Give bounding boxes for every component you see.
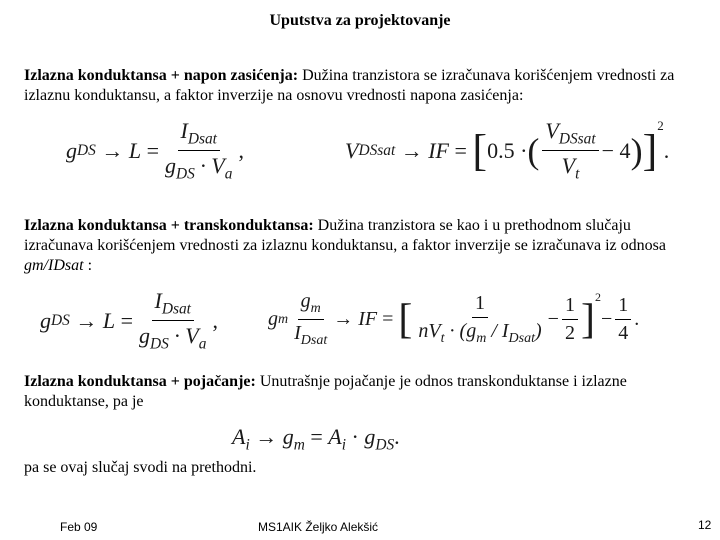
equation-ai-gm: $A_i \to g_m = A_i \cdot g_{DS}$.	[232, 424, 400, 454]
section3-text: Unutrašnje pojačanje je odnos transkonduktanse i izlazne konduktanse, pa je	[24, 373, 627, 410]
section2-paragraph	[24, 216, 696, 276]
conclusion-text: pa se ovaj slučaj svodi na prethodni.	[24, 459, 257, 476]
equation-gds-length-2: g DS → L = $\frac{I_{Dsat}}{g_{DS} \cdot V_a}$ ,	[40, 288, 218, 353]
section3-paragraph	[24, 372, 696, 412]
section2-heading: Izlazna konduktansa + transkonduktansa:	[24, 217, 314, 234]
equation-gm-if: g m $\frac{g_m}{I_{Dsat}}$ → IF = [ $\frac{1}{nV_t \cdot (g_m / I_{Dsat})}$ − $\frac{1}{2}$ ] 2 − $\frac{1}{4}$ .	[268, 290, 640, 348]
section2-text: Dužina tranzistora se kao i u prethodnom slučaju izračunava korišćenjem vrednosti za izlaznu konduktansu, a faktor inverzije se izračunava iz odnosa	[24, 217, 666, 254]
section2-ratio: gm/IDsat	[24, 257, 84, 274]
section1-paragraph	[24, 66, 696, 106]
page-title: Uputstva za projektovanje	[269, 12, 451, 29]
page-number: 12	[698, 518, 712, 532]
section1-heading: Izlazna konduktansa + napon zasićenja:	[24, 67, 299, 84]
section3-heading: Izlazna konduktansa + pojačanje:	[24, 373, 256, 390]
footer-date: Feb 09	[60, 520, 98, 534]
equation-vdssat-if: V DSsat → IF = [ 0.5 · ( $\frac{V_{DSsat}}{V_t}$ − 4 ) ] 2 .	[345, 118, 670, 183]
footer-author: MS1AIK Željko Alekšić	[258, 520, 379, 534]
equation-gds-length-1: g DS → L = $\frac{I_{Dsat}}{g_{DS} \cdot V_a}$ ,	[66, 118, 244, 183]
section1-text: Dužina tranzistora se izračunava korišćenjem vrednosti za izlaznu konduktansu, a faktor inverzije na osnovu vrednosti napona zasićenja:	[24, 67, 675, 104]
section2-text-end: :	[83, 257, 93, 274]
